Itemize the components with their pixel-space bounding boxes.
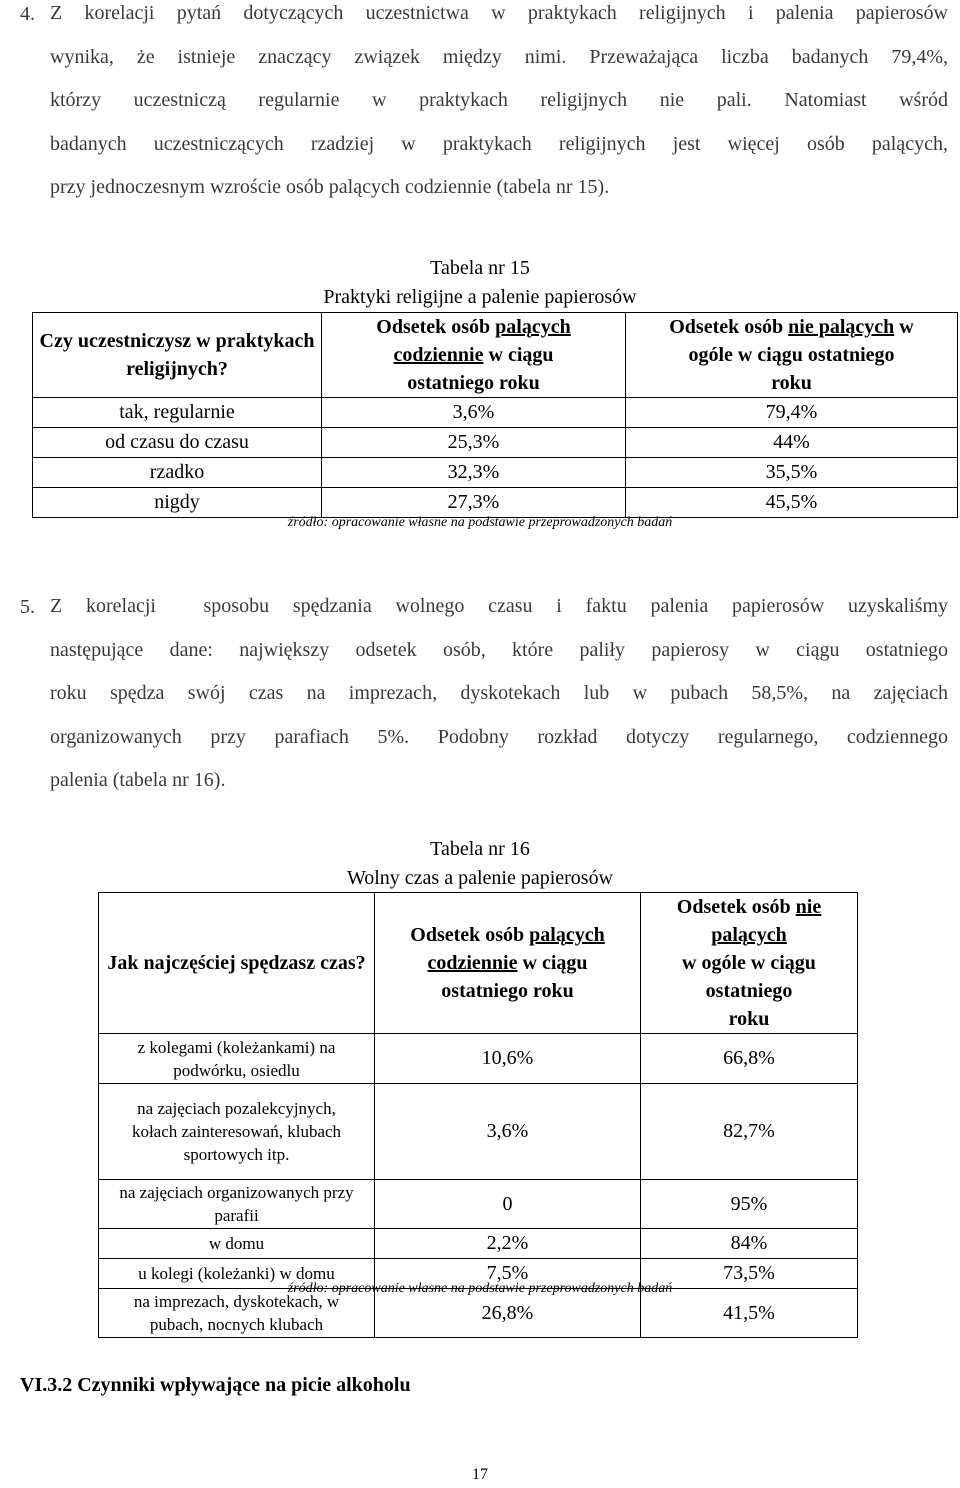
row-label: z kolegami (koleżankami) na podwórku, osiedlu — [99, 1034, 375, 1084]
row-nonsmoke-value: 45,5% — [626, 488, 958, 518]
row-nonsmoke-value: 79,4% — [626, 398, 958, 428]
table-row — [99, 1180, 858, 1229]
header-text: ostatniego roku — [441, 980, 574, 1002]
table-16-header-daily — [375, 893, 641, 1034]
paragraph-line: Z korelacji sposobu spędzania wolnego czasu i faktu palenia papierosów uzyskaliśmy — [50, 595, 948, 617]
header-text: roku — [771, 372, 812, 394]
row-label: na zajęciach pozalekcyjnych, kołach zainteresowań, klubach sportowych itp. — [99, 1084, 375, 1180]
header-text: Odsetek osób — [676, 896, 796, 918]
table-16-header-activity: Jak najczęściej spędzasz czas? — [99, 893, 375, 1034]
paragraph-line: którzy uczestniczą regularnie w praktykach religijnych nie pali. Natomiast wśród — [50, 89, 948, 111]
header-text: ostatniego roku — [407, 372, 540, 394]
header-text: w — [894, 316, 914, 338]
table-16-source: źródło: opracowanie własne na podstawie przeprowadzonych badań — [287, 1281, 673, 1296]
row-nonsmoke-value: 66,8% — [641, 1034, 858, 1084]
header-underlined: codziennie — [393, 344, 484, 366]
table-15-caption-number: Tabela nr 15 — [430, 257, 530, 279]
table-16-header-nonsmoking — [641, 893, 858, 1034]
table-15 — [32, 312, 958, 518]
row-daily-value: 3,6% — [375, 1084, 641, 1180]
table-header-row — [33, 313, 958, 398]
table-row — [33, 488, 958, 518]
row-daily-value: 32,3% — [322, 458, 626, 488]
paragraph-line: badanych uczestniczących rzadziej w praktykach religijnych jest więcej osób palących, — [50, 132, 948, 155]
row-label: u kolegi (koleżanki) w domu — [99, 1259, 375, 1289]
header-text: w ciągu — [517, 952, 588, 974]
row-label: na zajęciach organizowanych przy parafii — [99, 1180, 375, 1229]
header-underlined: nie palących — [788, 316, 895, 338]
row-nonsmoke-value: 44% — [626, 428, 958, 458]
table-row — [33, 398, 958, 428]
paragraph-number-5: 5. — [20, 596, 35, 618]
row-nonsmoke-value: 84% — [641, 1229, 858, 1259]
table-row — [33, 458, 958, 488]
header-text: w ogóle w ciągu ostatniego — [682, 952, 816, 1002]
paragraph-line: roku spędza swój czas na imprezach, dyskotekach lub w pubach 58,5%, na zajęciach — [50, 682, 948, 704]
table-row — [99, 1034, 858, 1084]
row-nonsmoke-value: 41,5% — [641, 1289, 858, 1338]
header-text: Odsetek osób — [410, 924, 530, 946]
paragraph-line: organizowanych przy parafiach 5%. Podobny rozkład dotyczy regularnego, codziennego — [50, 725, 948, 748]
table-row — [99, 1084, 858, 1180]
paragraph-4 — [50, 0, 948, 210]
row-nonsmoke-value: 82,7% — [641, 1084, 858, 1180]
table-header-row — [99, 893, 858, 1034]
table-15-caption-title: Praktyki religijne a palenie papierosów — [323, 286, 637, 308]
row-daily-value: 27,3% — [322, 488, 626, 518]
paragraph-line: wynika, że istnieje znaczący związek między nimi. Przeważająca liczba badanych 79,4%, — [50, 45, 948, 68]
paragraph-line: Z korelacji pytań dotyczących uczestnictwa w praktykach religijnych i palenia papierosów — [50, 2, 948, 24]
table-16-caption-title: Wolny czas a palenie papierosów — [346, 867, 614, 889]
table-row — [33, 428, 958, 458]
row-daily-value: 3,6% — [322, 398, 626, 428]
header-text: roku — [728, 1008, 770, 1030]
row-daily-value: 7,5% — [375, 1259, 641, 1289]
row-daily-value: 10,6% — [375, 1034, 641, 1084]
header-underlined: palących — [495, 316, 571, 338]
paragraph-line: palenia (tabela nr 16). — [50, 769, 226, 791]
row-nonsmoke-value: 73,5% — [641, 1259, 858, 1289]
row-daily-value: 2,2% — [375, 1229, 641, 1259]
row-daily-value: 0 — [375, 1180, 641, 1229]
header-text: ogóle w ciągu ostatniego — [688, 344, 895, 366]
row-daily-value: 25,3% — [322, 428, 626, 458]
row-daily-value: 26,8% — [375, 1289, 641, 1338]
row-label: od czasu do czasu — [33, 428, 322, 458]
table-16 — [98, 892, 858, 1338]
table-15-source: źródło: opracowanie własne na podstawie przeprowadzonych badań — [287, 515, 673, 530]
header-text: w ciągu — [483, 344, 554, 366]
row-label: nigdy — [33, 488, 322, 518]
header-underlined: nie palących — [711, 896, 822, 946]
header-underlined: codziennie — [427, 952, 518, 974]
row-label: na imprezach, dyskotekach, w pubach, nocnych klubach — [99, 1289, 375, 1338]
table-15-header-practice: Czy uczestniczysz w praktykach religijnych? — [33, 313, 322, 398]
row-nonsmoke-value: 95% — [641, 1180, 858, 1229]
paragraph-line: przy jednoczesnym wzroście osób palących codziennie (tabela nr 15). — [50, 176, 610, 198]
header-text: Odsetek osób — [669, 316, 789, 338]
paragraph-line: następujące dane: największy odsetek osób, które paliły papierosy w ciągu ostatniego — [50, 638, 948, 661]
row-label: tak, regularnie — [33, 398, 322, 428]
section-heading: VI.3.2 Czynniki wpływające na picie alkoholu — [20, 1374, 411, 1396]
row-nonsmoke-value: 35,5% — [626, 458, 958, 488]
page-number: 17 — [472, 1466, 488, 1483]
paragraph-5 — [50, 585, 948, 803]
table-16-caption-number: Tabela nr 16 — [430, 838, 530, 860]
header-underlined: palących — [529, 924, 605, 946]
row-label: rzadko — [33, 458, 322, 488]
paragraph-number-4: 4. — [20, 3, 35, 25]
table-15-header-nonsmoking — [626, 313, 958, 398]
header-text: Odsetek osób — [376, 316, 496, 338]
table-15-header-daily — [322, 313, 626, 398]
row-label: w domu — [99, 1229, 375, 1259]
table-row — [99, 1229, 858, 1259]
